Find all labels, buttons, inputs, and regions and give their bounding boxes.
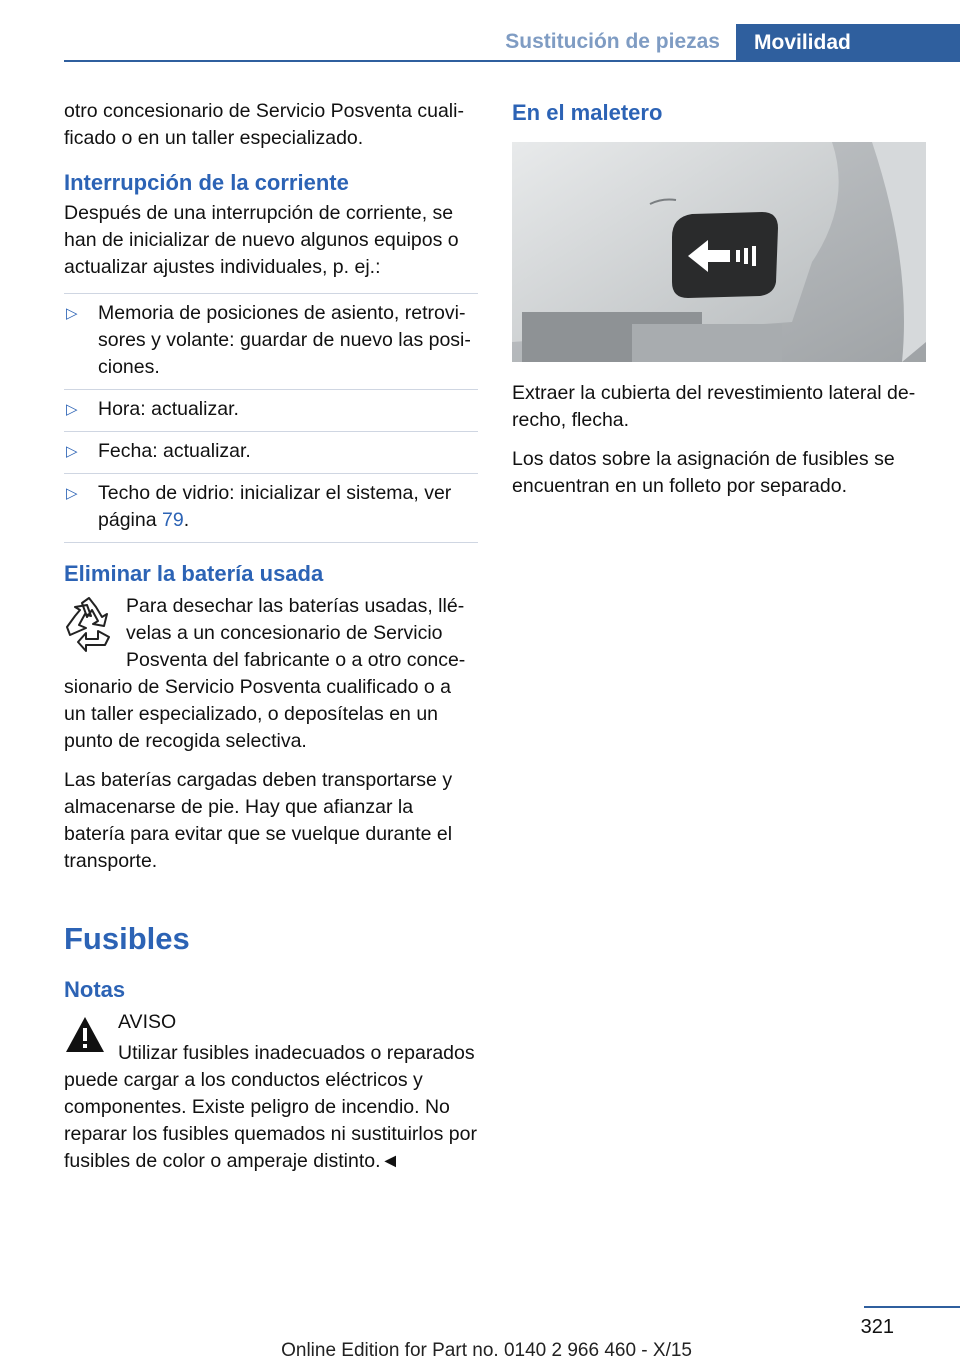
bullet-triangle-icon: ▷ (66, 401, 78, 418)
trunk-heading: En el maletero (512, 100, 663, 125)
warning-text: Utilizar fusibles inadecuados o reparados puede cargar a los conductos eléctricos y componentes. Existe peligro de incendio. No reparar los fusibles quemados ni sustituirlos por fusibles de color o amperaje distinto.◄ (64, 1042, 477, 1172)
warning-icon (64, 1015, 106, 1055)
fuse-booklet-text: Los datos sobre la asignación de fusibles se encuentran en un folleto por separado. (512, 448, 895, 497)
recycle-icon (64, 595, 114, 655)
fuses-heading: Fusibles (64, 921, 190, 956)
power-interruption-text: Después de una interrupción de corriente, se han de inicializar de nuevo algunos equipos o actualizar ajustes individuales, p. ej.: (64, 202, 459, 278)
warning-block (64, 1009, 478, 1175)
bullet-triangle-icon: ▷ (66, 485, 78, 502)
bullet-triangle-icon: ▷ (66, 305, 78, 322)
header-chapter-tab[interactable]: Movilidad (736, 24, 960, 62)
notes-heading: Notas (64, 977, 126, 1002)
edition-footer: Online Edition for Part no. 0140 2 966 460 - X/15 (281, 1340, 692, 1361)
trunk-cover-photo (512, 142, 926, 362)
left-column (64, 98, 478, 1187)
warning-label: AVISO (118, 1011, 177, 1033)
header-rule (64, 60, 960, 62)
header-section-title: Sustitución de piezas (505, 30, 720, 53)
right-column (512, 98, 926, 512)
battery-disposal-text: Para desechar las baterías usadas, llévelas a un concesionario de Servicio Posventa del fabricante o a otro concesionario de Servicio Posventa cualificado o a un taller especializado, o deposítelas en un punto de recogida selectiva. (64, 595, 466, 752)
power-interruption-heading: Interrupción de la corriente (64, 170, 349, 195)
battery-disposal-heading: Eliminar la batería usada (64, 561, 324, 586)
intro-paragraph: otro concesionario de Servicio Posventa cualificado o en un taller especializado. (64, 100, 464, 149)
power-interruption-list (64, 293, 478, 543)
battery-transport-text: Las baterías cargadas deben transportarse y almacenarse de pie. Hay que afianzar la batería para evitar que se vuelque durante el transporte. (64, 769, 453, 872)
list-item: ▷ Hora: actualizar. (64, 390, 478, 432)
bullet-triangle-icon: ▷ (66, 443, 78, 460)
list-item: ▷ Techo de vidrio: inicializar el sistema, ver página 79. (64, 474, 478, 543)
trunk-caption: Extraer la cubierta del revestimiento lateral derecho, flecha. (512, 382, 916, 431)
list-item: ▷ Fecha: actualizar. (64, 432, 478, 474)
list-item: ▷ Memoria de posiciones de asiento, retrovisores y volante: guardar de nuevo las posiciones. (64, 294, 478, 390)
page-number: 321 (860, 1316, 894, 1338)
page-link[interactable]: 79 (161, 509, 184, 531)
footer-rule (864, 1306, 960, 1308)
